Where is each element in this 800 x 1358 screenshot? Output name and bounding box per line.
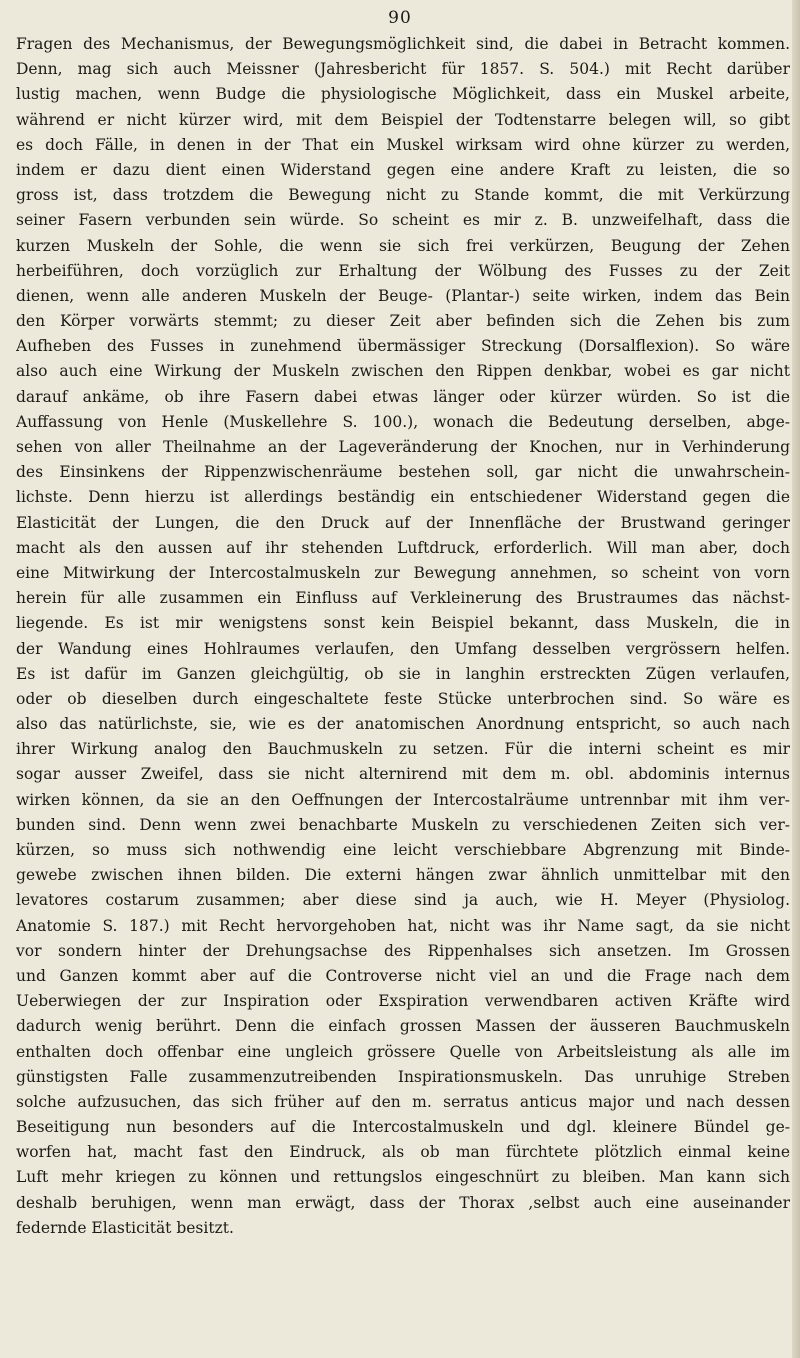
text-line: macht als den aussen auf ihr stehenden Luftdruck, erforderlich. Will man aber, doch — [16, 538, 790, 557]
text-line: liegende. Es ist mir wenigstens sonst kein Beispiel bekannt, dass Muskeln, die in — [16, 614, 790, 633]
text-line: solche aufzusuchen, das sich früher auf den m. serratus anticus major und nach dessen — [16, 1092, 790, 1111]
text-line: oder ob dieselben durch eingeschaltete feste Stücke unterbrochen sind. So wäre es — [16, 689, 790, 708]
text-line: lustig machen, wenn Budge die physiologische Möglichkeit, dass ein Muskel arbeite, — [16, 85, 790, 104]
text-line: eine Mitwirkung der Intercostalmuskeln zur Bewegung annehmen, so scheint von vorn — [16, 563, 790, 582]
text-line: herein für alle zusammen ein Einfluss auf Verkleinerung des Brustraumes das nächst- — [16, 589, 790, 608]
text-line: den Körper vorwärts stemmt; zu dieser Zeit aber befinden sich die Zehen bis zum — [16, 312, 790, 331]
page-number: 90 — [388, 8, 412, 28]
text-line: Denn, mag sich auch Meissner (Jahresbericht für 1857. S. 504.) mit Recht darüber — [16, 60, 790, 79]
text-line: kürzen, so muss sich nothwendig eine leicht verschiebbare Abgrenzung mit Binde- — [16, 841, 790, 859]
text-line: Fragen des Mechanismus, der Bewegungsmöglichkeit sind, die dabei in Betracht kommen. — [16, 35, 790, 53]
text-line: herbeiführen, doch vorzüglich zur Erhaltung der Wölbung des Fusses zu der Zeit — [16, 261, 790, 280]
text-line: Es ist dafür im Ganzen gleichgültig, ob sie in langhin erstreckten Zügen verlaufen, — [16, 664, 790, 683]
text-line: Ueberwiegen der zur Inspiration oder Exspiration verwendbaren activen Kräfte wird — [16, 992, 790, 1011]
text-line: enthalten doch offenbar eine ungleich grössere Quelle von Arbeitsleistung als alle im — [16, 1042, 790, 1061]
text-line: federnde Elasticität besitzt. — [16, 1218, 234, 1237]
text-line: kurzen Muskeln der Sohle, die wenn sie sich frei verkürzen, Beugung der Zehen — [16, 236, 790, 255]
body-text — [16, 32, 790, 1241]
text-line: also auch eine Wirkung der Muskeln zwischen den Rippen denkbar, wobei es gar nicht — [16, 362, 790, 381]
text-line: ihrer Wirkung analog den Bauchmuskeln zu setzen. Für die interni scheint es mir — [16, 740, 790, 759]
text-line: sehen von aller Theilnahme an der Lageveränderung der Knochen, nur in Verhinderung — [16, 438, 790, 456]
text-line: bunden sind. Denn wenn zwei benachbarte Muskeln zu verschiedenen Zeiten sich ver- — [16, 815, 790, 834]
text-line: dienen, wenn alle anderen Muskeln der Beuge- (Plantar-) seite wirken, indem das Bein — [16, 286, 790, 305]
text-line: seiner Fasern verbunden sein würde. So scheint es mir z. B. unzweifelhaft, dass die — [16, 211, 790, 230]
text-line: Beseitigung nun besonders auf die Intercostalmuskeln und dgl. kleinere Bündel ge- — [16, 1118, 790, 1137]
text-line: Auffassung von Henle (Muskellehre S. 100.), wonach die Bedeutung derselben, abge- — [16, 412, 790, 431]
text-line: vor sondern hinter der Drehungsachse des Rippenhalses sich ansetzen. Im Grossen — [16, 941, 790, 960]
text-line: wirken können, da sie an den Oeffnungen der Intercostalräume untrennbar mit ihm ver- — [16, 790, 790, 809]
text-line: sogar ausser Zweifel, dass sie nicht alternirend mit dem m. obl. abdominis internus — [16, 765, 790, 784]
text-line: levatores costarum zusammen; aber diese sind ja auch, wie H. Meyer (Physiolog. — [16, 891, 790, 910]
text-line: es doch Fälle, in denen in der That ein Muskel wirksam wird ohne kürzer zu werden, — [16, 135, 790, 154]
text-line: also das natürlichste, sie, wie es der anatomischen Anordnung entspricht, so auch nach — [16, 715, 790, 734]
text-line: deshalb beruhigen, wenn man erwägt, dass der Thorax ,selbst auch eine auseinander — [16, 1193, 790, 1212]
text-line: während er nicht kürzer wird, mit dem Beispiel der Todtenstarre belegen will, so gibt — [16, 110, 790, 129]
text-line: gross ist, dass trotzdem die Bewegung nicht zu Stande kommt, die mit Verkürzung — [16, 186, 790, 205]
text-line: indem er dazu dient einen Widerstand gegen eine andere Kraft zu leisten, die so — [16, 160, 790, 179]
text-line: Aufheben des Fusses in zunehmend übermässiger Streckung (Dorsalflexion). So wäre — [16, 337, 790, 356]
text-line: Elasticität der Lungen, die den Druck auf der Innenfläche der Brustwand geringer — [16, 513, 790, 532]
text-line: gewebe zwischen ihnen bilden. Die externi hängen zwar ähnlich unmittelbar mit den — [16, 866, 790, 885]
text-line: dadurch wenig berührt. Denn die einfach grossen Massen der äusseren Bauchmuskeln — [16, 1017, 790, 1036]
text-line: worfen hat, macht fast den Eindruck, als ob man fürchtete plötzlich einmal keine — [16, 1143, 790, 1162]
page-edge — [792, 0, 800, 1358]
text-line: darauf ankäme, ob ihre Fasern dabei etwas länger oder kürzer würden. So ist die — [16, 387, 790, 406]
text-line: lichste. Denn hierzu ist allerdings beständig ein entschiedener Widerstand gegen die — [16, 488, 790, 507]
text-line: des Einsinkens der Rippenzwischenräume bestehen soll, gar nicht die unwahrschein- — [16, 463, 790, 482]
text-line: günstigsten Falle zusammenzutreibenden Inspirationsmuskeln. Das unruhige Streben — [16, 1067, 790, 1086]
text-line: Luft mehr kriegen zu können und rettungslos eingeschnürt zu bleiben. Man kann sich — [16, 1168, 790, 1187]
text-line: der Wandung eines Hohlraumes verlaufen, den Umfang desselben vergrössern helfen. — [16, 639, 790, 658]
text-line: Anatomie S. 187.) mit Recht hervorgehoben hat, nicht was ihr Name sagt, da sie nicht — [16, 916, 790, 935]
text-line: und Ganzen kommt aber auf die Controverse nicht viel an und die Frage nach dem — [16, 966, 790, 985]
